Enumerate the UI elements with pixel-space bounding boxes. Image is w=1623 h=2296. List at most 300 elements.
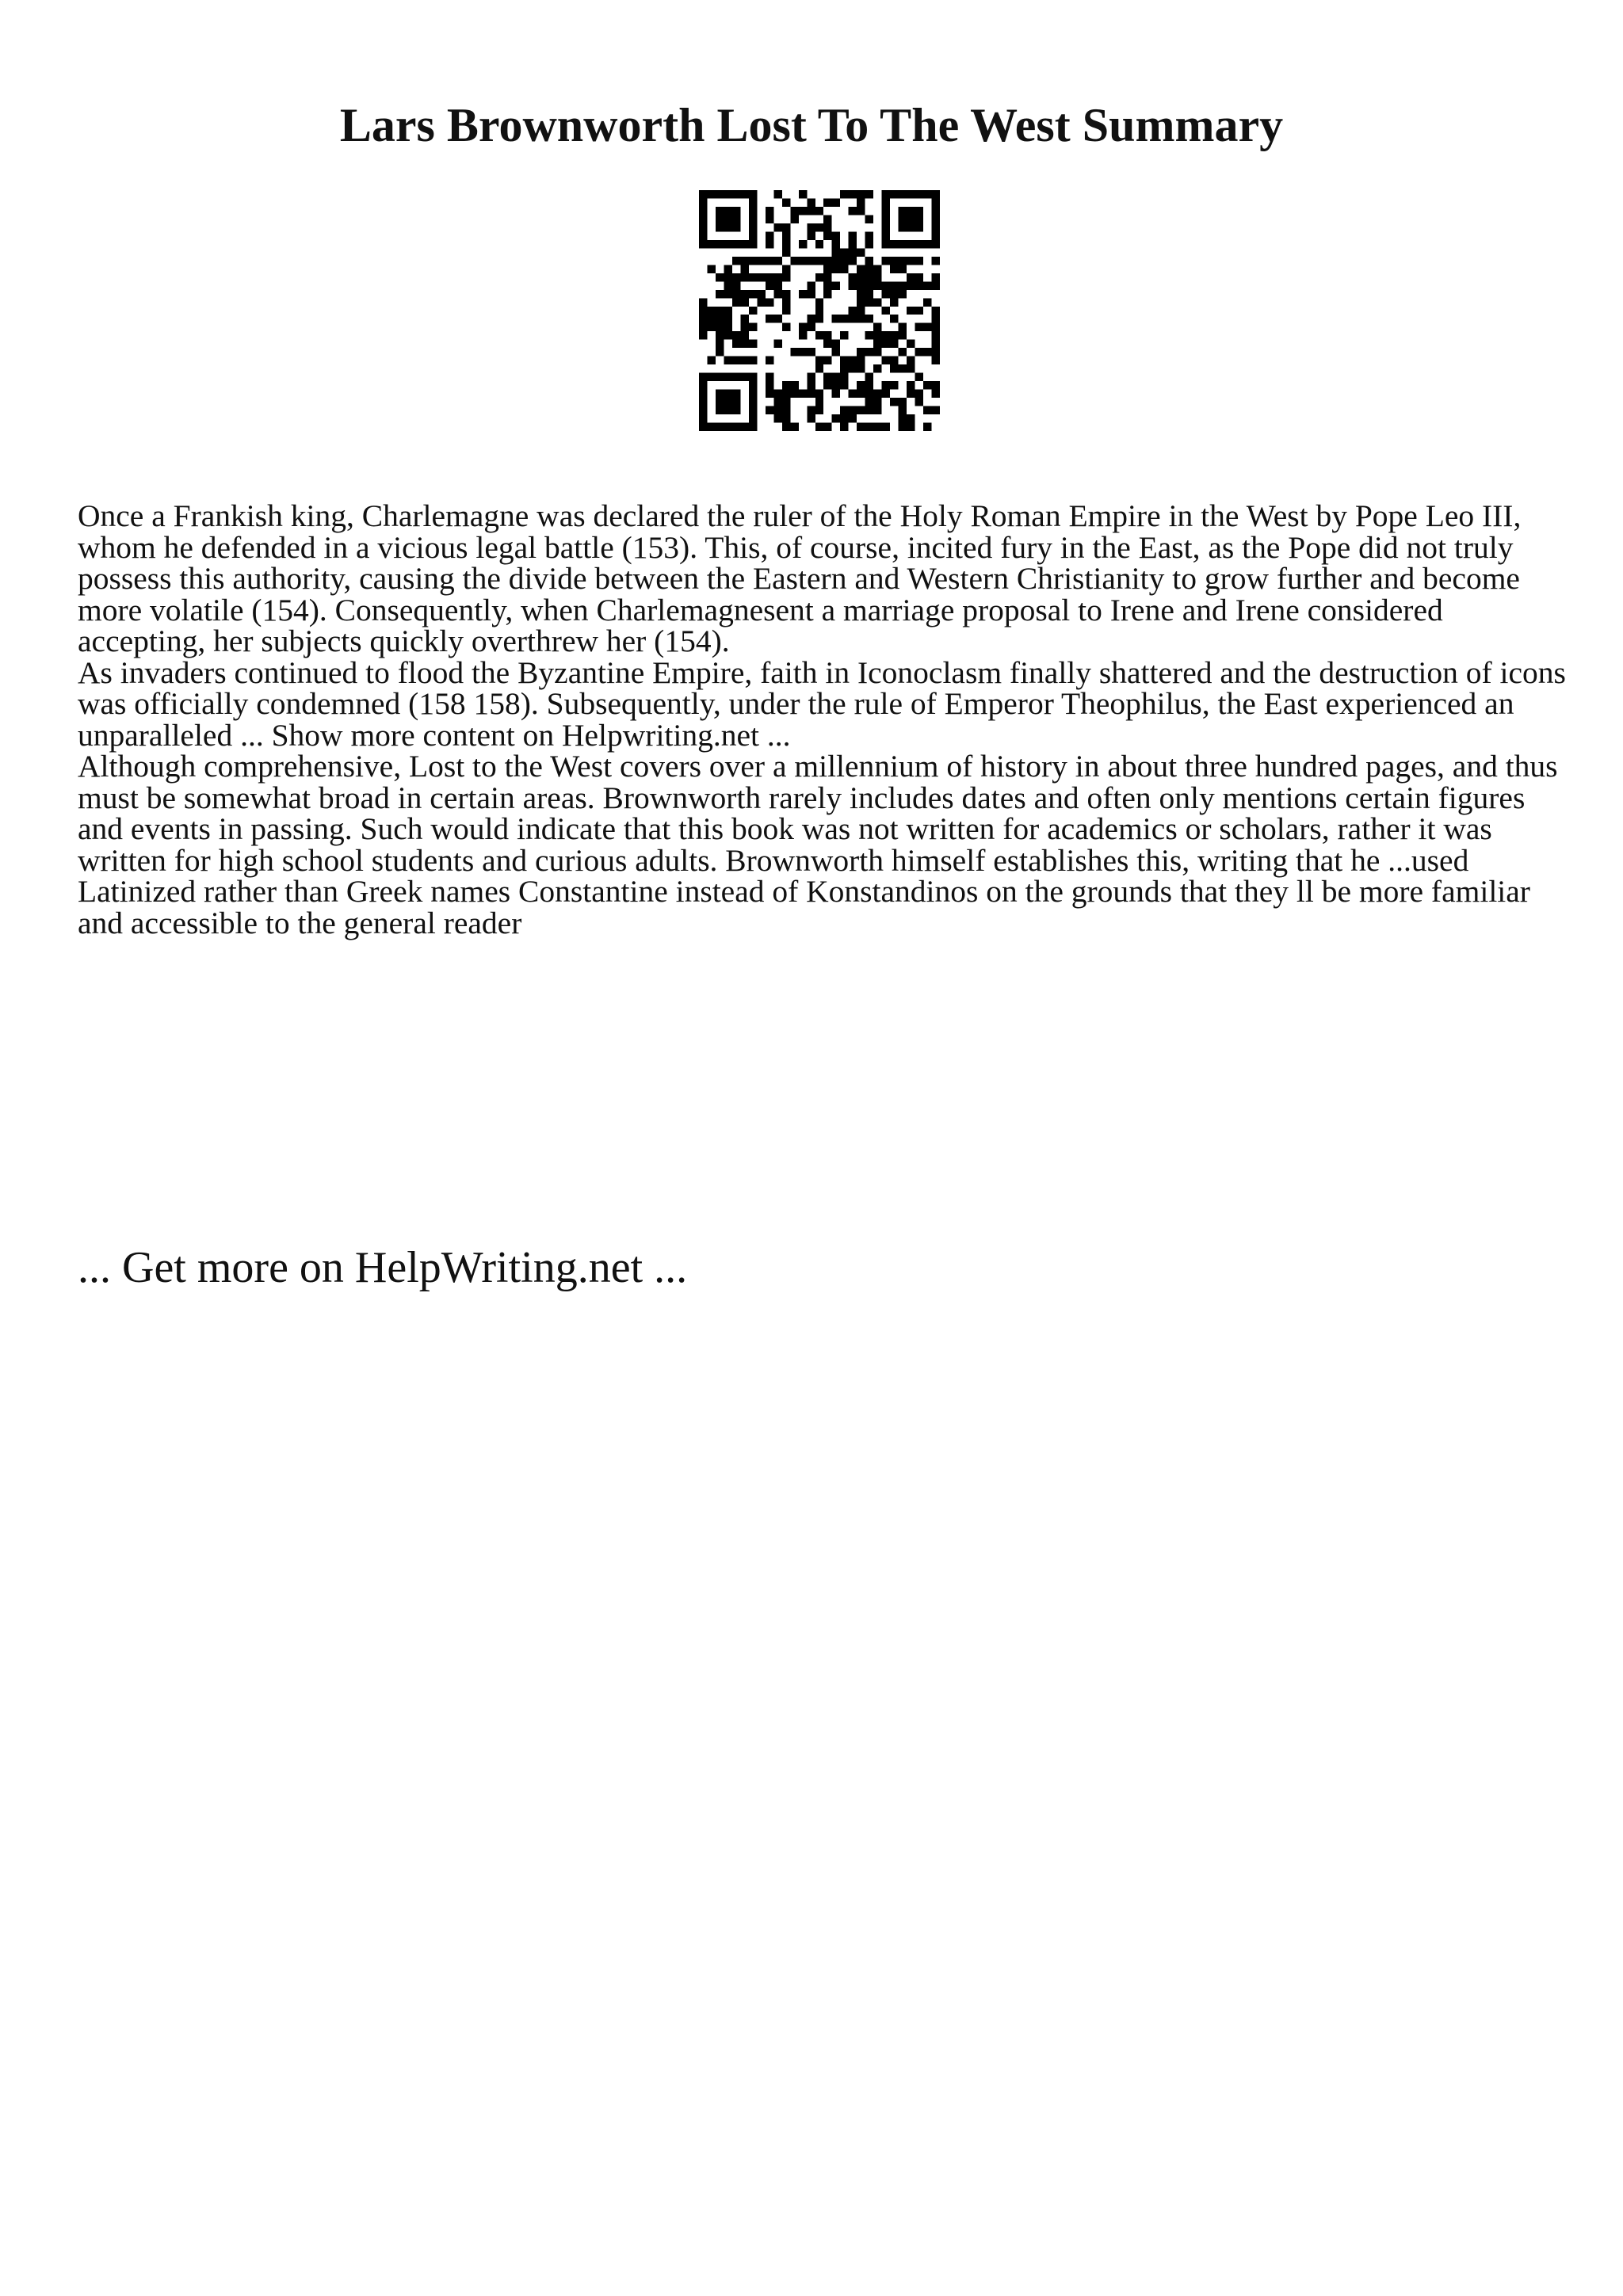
qr-module: [716, 315, 724, 322]
qr-module: [907, 381, 915, 389]
qr-module: [815, 423, 823, 431]
qr-module: [923, 190, 931, 198]
qr-module: [807, 390, 815, 398]
qr-module: [707, 357, 715, 364]
qr-module: [890, 257, 898, 265]
qr-module: [899, 281, 907, 289]
qr-module: [732, 273, 740, 281]
qr-module: [849, 240, 857, 248]
qr-module: [907, 240, 915, 248]
qr-module: [773, 414, 781, 422]
qr-module: [857, 207, 865, 215]
qr-module: [716, 307, 724, 315]
qr-module: [749, 215, 757, 223]
qr-module: [849, 273, 857, 281]
qr-module: [823, 257, 831, 265]
qr-module: [740, 265, 748, 273]
qr-module: [766, 231, 773, 239]
qr-module: [749, 323, 757, 331]
qr-module: [773, 398, 781, 406]
qr-module: [823, 290, 831, 298]
qr-module: [699, 398, 707, 406]
qr-module: [740, 340, 748, 348]
qr-module: [740, 273, 748, 281]
qr-module: [749, 381, 757, 389]
qr-module: [807, 323, 815, 331]
qr-module: [807, 373, 815, 381]
qr-module: [732, 340, 740, 348]
qr-module: [807, 257, 815, 265]
qr-module: [823, 373, 831, 381]
qr-module: [716, 190, 724, 198]
qr-module: [782, 240, 790, 248]
qr-module: [790, 215, 798, 223]
qr-module: [932, 198, 940, 206]
qr-module: [840, 364, 848, 372]
qr-module: [832, 265, 840, 273]
qr-module: [815, 315, 823, 322]
qr-module: [873, 340, 881, 348]
qr-module: [890, 381, 898, 389]
qr-module: [707, 190, 715, 198]
qr-module: [732, 207, 740, 215]
qr-module: [799, 257, 807, 265]
qr-module: [815, 240, 823, 248]
body-text: [78, 498, 1568, 940]
qr-module: [782, 248, 790, 256]
qr-module: [907, 281, 915, 289]
qr-module: [815, 273, 823, 281]
qr-module: [740, 290, 748, 298]
qr-module: [915, 373, 923, 381]
qr-module: [749, 231, 757, 239]
qr-module: [724, 223, 731, 231]
qr-module: [732, 398, 740, 406]
qr-module: [915, 348, 923, 356]
qr-module: [915, 215, 923, 223]
qr-module: [865, 381, 873, 389]
qr-module: [899, 265, 907, 273]
qr-module: [740, 240, 748, 248]
qr-module: [716, 215, 724, 223]
qr-module: [790, 423, 798, 431]
qr-module: [749, 307, 757, 315]
qr-module: [766, 406, 773, 414]
qr-module: [899, 348, 907, 356]
paragraph-2: As invaders continued to flood the Byzantine Empire, faith in Iconoclasm finally shattered and the destruction of icons was officially condemned (158 158). Subsequently, under the rule of Emperor Theophilus, the East experienced an unparalleled ... Show more content on Helpwriting.net ...: [78, 654, 1566, 753]
qr-module: [732, 281, 740, 289]
qr-module: [716, 373, 724, 381]
qr-module: [865, 290, 873, 298]
qr-module: [932, 340, 940, 348]
paragraph-3: Although comprehensive, Lost to the West covers over a millennium of history in about three hundred pages, and thus must be somewhat broad in certain areas. Brownworth rarely includes dates and often only mentions certain figures and events in passing. Such would indicate that this book was not written for academics or scholars, rather it was written for high school students and curious adults. Brownworth himself establishes this, writing that he ...used Latinized rather than Greek names Constantine instead of Konstandinos on the grounds that they ll be more familiar and accessible to the general reader: [78, 749, 1558, 940]
qr-module: [823, 357, 831, 364]
qr-module: [815, 257, 823, 265]
qr-module: [782, 323, 790, 331]
qr-module: [823, 265, 831, 273]
qr-module: [932, 223, 940, 231]
qr-module: [857, 198, 865, 206]
qr-module: [882, 331, 890, 339]
qr-module: [699, 406, 707, 414]
qr-module: [699, 190, 707, 198]
qr-module: [716, 207, 724, 215]
get-more-link[interactable]: ... Get more on HelpWriting.net ...: [78, 1243, 688, 1292]
qr-module: [782, 290, 790, 298]
qr-module: [915, 223, 923, 231]
qr-module: [932, 331, 940, 339]
qr-module: [757, 273, 765, 281]
qr-module: [857, 406, 865, 414]
qr-module: [873, 323, 881, 331]
qr-module: [740, 323, 748, 331]
qr-module: [832, 315, 840, 322]
qr-module: [865, 348, 873, 356]
qr-module: [899, 207, 907, 215]
qr-module: [815, 223, 823, 231]
qr-module: [832, 198, 840, 206]
qr-module: [773, 406, 781, 414]
qr-module: [749, 373, 757, 381]
qr-module: [707, 307, 715, 315]
qr-module: [932, 281, 940, 289]
qr-module: [932, 381, 940, 389]
qr-module: [823, 331, 831, 339]
qr-module: [907, 357, 915, 364]
qr-module: [840, 357, 848, 364]
qr-module: [865, 373, 873, 381]
qr-module: [799, 348, 807, 356]
qr-module: [915, 273, 923, 281]
qr-module: [799, 190, 807, 198]
qr-module: [840, 257, 848, 265]
qr-module: [890, 364, 898, 372]
qr-module: [707, 315, 715, 322]
qr-module: [699, 198, 707, 206]
qr-module: [716, 273, 724, 281]
qr-module: [840, 265, 848, 273]
qr-module: [740, 423, 748, 431]
qr-module: [882, 190, 890, 198]
qr-module: [782, 390, 790, 398]
qr-module: [840, 315, 848, 322]
qr-module: [915, 207, 923, 215]
qr-module: [699, 414, 707, 422]
qr-module: [873, 406, 881, 414]
qr-module: [732, 223, 740, 231]
qr-module: [799, 290, 807, 298]
qr-module: [823, 381, 831, 389]
qr-module: [857, 357, 865, 364]
qr-module: [873, 331, 881, 339]
qr-module: [873, 273, 881, 281]
qr-module: [865, 423, 873, 431]
qr-module: [790, 390, 798, 398]
qr-module: [923, 348, 931, 356]
qr-module: [840, 248, 848, 256]
qr-module: [749, 423, 757, 431]
qr-module: [699, 223, 707, 231]
qr-module: [807, 406, 815, 414]
qr-module: [873, 348, 881, 356]
qr-module: [882, 290, 890, 298]
qr-module: [724, 215, 731, 223]
qr-module: [865, 265, 873, 273]
qr-module: [799, 323, 807, 331]
qr-module: [724, 281, 731, 289]
qr-module: [823, 281, 831, 289]
qr-module: [815, 207, 823, 215]
qr-module: [849, 406, 857, 414]
qr-module: [815, 331, 823, 339]
qr-module: [724, 240, 731, 248]
qr-module: [873, 398, 881, 406]
qr-module: [724, 323, 731, 331]
page-title: Lars Brownworth Lost To The West Summary: [339, 99, 1284, 151]
qr-module: [716, 240, 724, 248]
qr-module: [766, 381, 773, 389]
qr-module: [799, 207, 807, 215]
qr-module: [882, 207, 890, 215]
qr-module: [849, 357, 857, 364]
qr-module: [907, 364, 915, 372]
qr-module: [832, 231, 840, 239]
qr-module: [857, 307, 865, 315]
qr-module: [782, 423, 790, 431]
qr-module: [807, 315, 815, 322]
qr-module: [766, 207, 773, 215]
qr-module: [724, 265, 731, 273]
qr-module: [849, 414, 857, 422]
qr-module: [749, 398, 757, 406]
qr-module: [749, 240, 757, 248]
qr-module: [849, 257, 857, 265]
qr-module: [899, 290, 907, 298]
qr-module: [899, 398, 907, 406]
qr-module: [899, 331, 907, 339]
qr-module: [865, 315, 873, 322]
qr-module: [815, 406, 823, 414]
qr-module: [757, 257, 765, 265]
qr-module: [740, 331, 748, 339]
qr-module: [740, 190, 748, 198]
qr-module: [815, 307, 823, 315]
qr-module: [857, 290, 865, 298]
qr-module: [899, 215, 907, 223]
qr-module: [707, 240, 715, 248]
qr-module: [840, 190, 848, 198]
qr-module: [907, 215, 915, 223]
qr-module: [890, 315, 898, 322]
qr-module: [749, 414, 757, 422]
qr-module: [807, 281, 815, 289]
qr-module: [915, 240, 923, 248]
qr-module: [932, 357, 940, 364]
qr-module: [707, 373, 715, 381]
qr-module: [923, 240, 931, 248]
qr-module: [732, 298, 740, 306]
qr-module: [907, 414, 915, 422]
qr-module: [749, 273, 757, 281]
qr-module: [907, 273, 915, 281]
qr-module: [907, 340, 915, 348]
qr-module: [832, 381, 840, 389]
qr-module: [749, 207, 757, 215]
qr-module: [782, 381, 790, 389]
qr-module: [832, 248, 840, 256]
qr-module: [923, 323, 931, 331]
qr-module: [724, 357, 731, 364]
qr-module: [724, 331, 731, 339]
qr-module: [932, 406, 940, 414]
qr-module: [724, 273, 731, 281]
qr-module: [882, 215, 890, 223]
qr-module: [782, 265, 790, 273]
qr-module: [766, 257, 773, 265]
qr-module: [749, 190, 757, 198]
qr-code-graphic: [699, 190, 940, 431]
qr-module: [790, 207, 798, 215]
qr-module: [840, 423, 848, 431]
qr-module: [923, 298, 931, 306]
qr-module: [840, 373, 848, 381]
qr-module: [932, 315, 940, 322]
qr-module: [865, 390, 873, 398]
qr-module: [773, 315, 781, 322]
qr-module: [807, 414, 815, 422]
qr-module: [807, 207, 815, 215]
qr-module: [832, 414, 840, 422]
qr-module: [932, 348, 940, 356]
qr-module: [790, 381, 798, 389]
qr-module: [932, 323, 940, 331]
qr-module: [732, 257, 740, 265]
qr-module: [807, 381, 815, 389]
qr-module: [857, 273, 865, 281]
qr-module: [899, 423, 907, 431]
qr-module: [807, 231, 815, 239]
qr-module: [716, 406, 724, 414]
qr-module: [932, 307, 940, 315]
qr-module: [757, 290, 765, 298]
qr-module: [840, 406, 848, 414]
qr-module: [799, 390, 807, 398]
qr-module: [923, 281, 931, 289]
qr-module: [890, 281, 898, 289]
qr-module: [865, 190, 873, 198]
qr-module: [865, 257, 873, 265]
qr-module: [699, 207, 707, 215]
qr-module: [832, 373, 840, 381]
qr-module: [899, 240, 907, 248]
qr-module: [873, 298, 881, 306]
qr-module: [890, 340, 898, 348]
qr-module: [766, 298, 773, 306]
qr-module: [749, 290, 757, 298]
qr-module: [915, 281, 923, 289]
qr-module: [932, 207, 940, 215]
qr-module: [832, 257, 840, 265]
qr-module: [865, 406, 873, 414]
qr-module: [882, 423, 890, 431]
qr-module: [782, 198, 790, 206]
qr-module: [815, 364, 823, 372]
qr-module: [782, 223, 790, 231]
qr-module: [766, 357, 773, 364]
qr-module: [890, 240, 898, 248]
qr-module: [923, 406, 931, 414]
qr-module: [773, 273, 781, 281]
qr-module: [899, 406, 907, 414]
qr-module: [832, 340, 840, 348]
qr-module: [699, 231, 707, 239]
qr-module: [724, 315, 731, 322]
qr-module: [757, 298, 765, 306]
qr-module: [766, 240, 773, 248]
qr-module: [873, 281, 881, 289]
qr-module: [882, 223, 890, 231]
qr-module: [907, 390, 915, 398]
qr-module: [899, 257, 907, 265]
qr-module: [907, 423, 915, 431]
qr-module: [932, 273, 940, 281]
qr-module: [882, 307, 890, 315]
qr-module: [699, 423, 707, 431]
qr-module: [782, 398, 790, 406]
qr-module: [815, 357, 823, 364]
qr-module: [740, 315, 748, 322]
qr-module: [773, 340, 781, 348]
qr-module: [865, 281, 873, 289]
qr-module: [732, 240, 740, 248]
qr-module: [782, 406, 790, 414]
qr-module: [890, 190, 898, 198]
qr-module: [716, 423, 724, 431]
qr-code-icon: [699, 190, 940, 431]
qr-module: [766, 373, 773, 381]
qr-module: [782, 414, 790, 422]
qr-module: [907, 190, 915, 198]
qr-module: [915, 323, 923, 331]
qr-module: [923, 381, 931, 389]
qr-module: [724, 390, 731, 398]
qr-module: [766, 273, 773, 281]
qr-module: [716, 398, 724, 406]
qr-module: [882, 198, 890, 206]
qr-module: [699, 373, 707, 381]
qr-module: [732, 215, 740, 223]
qr-module: [732, 373, 740, 381]
qr-module: [790, 257, 798, 265]
qr-module: [849, 207, 857, 215]
qr-module: [724, 406, 731, 414]
qr-module: [915, 190, 923, 198]
qr-module: [899, 223, 907, 231]
qr-module: [732, 390, 740, 398]
qr-module: [773, 390, 781, 398]
qr-module: [915, 307, 923, 315]
qr-module: [716, 348, 724, 356]
qr-module: [915, 398, 923, 406]
qr-module: [807, 223, 815, 231]
qr-module: [782, 273, 790, 281]
qr-module: [882, 257, 890, 265]
qr-module: [865, 273, 873, 281]
qr-module: [865, 231, 873, 239]
qr-module: [699, 215, 707, 223]
qr-module: [823, 273, 831, 281]
qr-module: [890, 290, 898, 298]
